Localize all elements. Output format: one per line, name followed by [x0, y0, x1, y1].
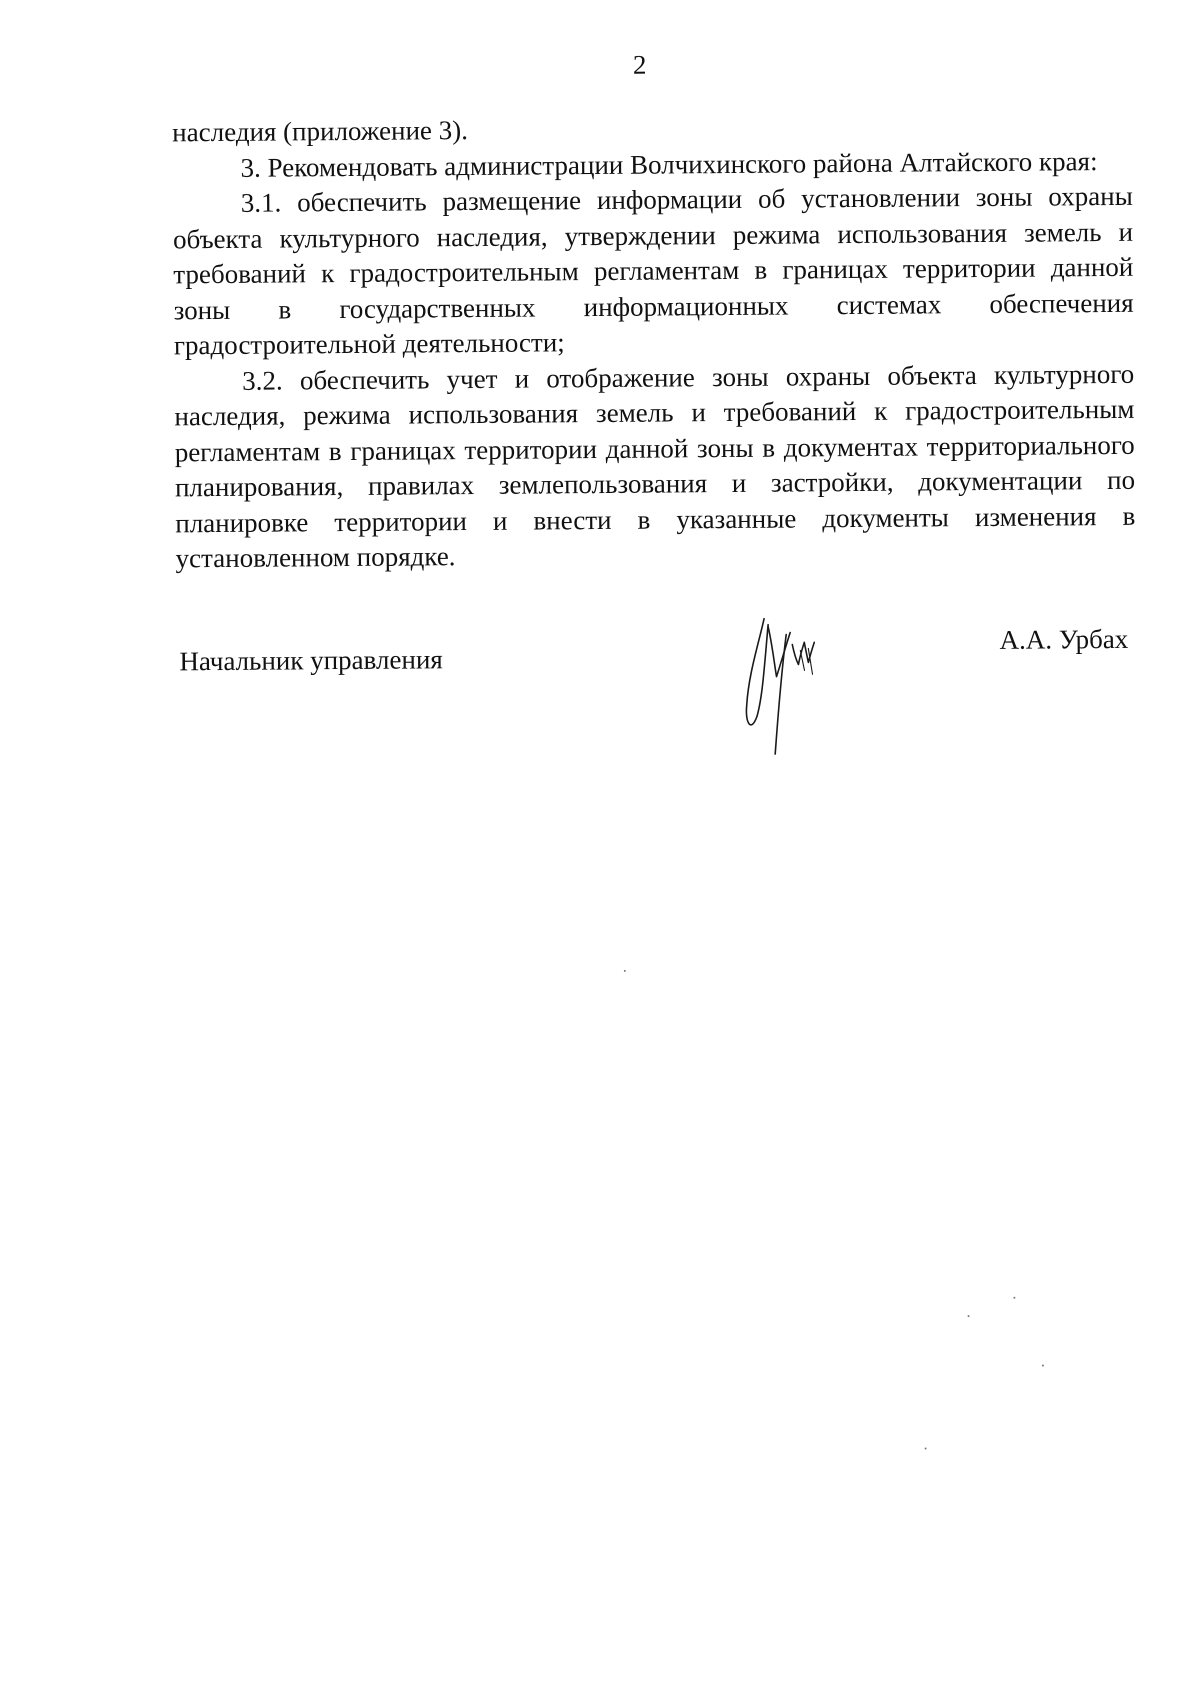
scan-speck [1013, 1297, 1015, 1299]
page-number: 2 [632, 49, 647, 80]
scan-speck [925, 1447, 927, 1449]
signature-block [176, 624, 1137, 772]
paragraph-item-3-2: 3.2. обеспечить учет и отображение зоны охраны объекта культурного наследия, режима использования земель и требований к градостроительным регламентам в границах территории данной зоны в документах территориального планирования, правилах землепользования и застройки, документации по планировке территории и внести в указанные документы изменения в установленном порядке. [174, 358, 1136, 574]
scan-speck [968, 1315, 970, 1317]
handwritten-signature [734, 604, 845, 755]
signer-name: А.А. Урбах [999, 623, 1129, 655]
scan-speck [1042, 1365, 1044, 1367]
paragraph-item-3-1: 3.1. обеспечить размещение информации об установлении зоны охраны объекта культурного наследия, утверждении режима использования земель и требований к градостроительным регламентам в границах территории данной зоны в государственных информационных системах обеспечения градостроительной деятельности; [172, 180, 1134, 361]
paragraph-item-3: 3. Рекомендовать администрации Волчихинского района Алтайского края: [240, 145, 1098, 183]
paragraph-continuation: наследия (приложение 3). [172, 115, 469, 148]
signer-position: Начальник управления [179, 644, 443, 677]
document-body [172, 108, 1136, 577]
scan-speck [624, 970, 626, 972]
